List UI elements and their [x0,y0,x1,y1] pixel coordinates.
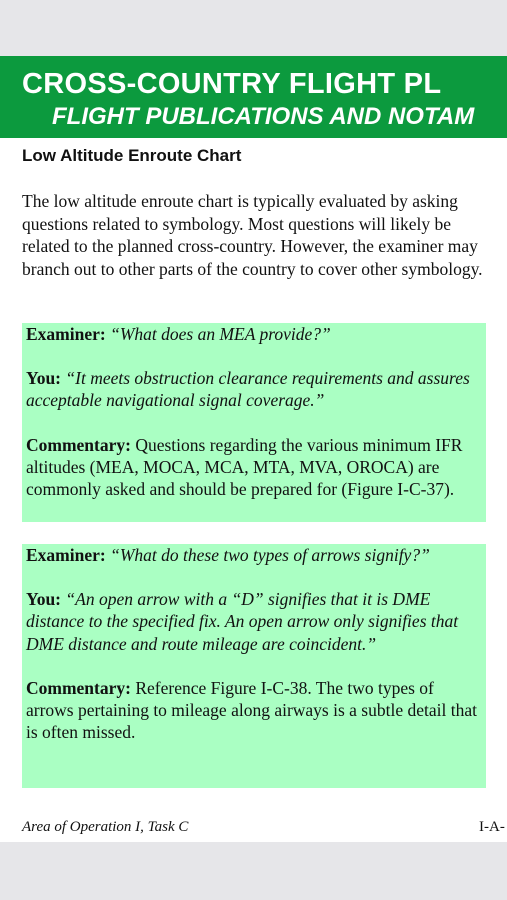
you-line [26,367,480,411]
examiner-question: “What does an MEA provide?” [110,324,331,344]
commentary-label: Commentary: [26,434,131,455]
qa-box-mea [22,323,486,522]
examiner-question: “What do these two types of arrows signify?” [110,545,430,565]
intro-paragraph: The low altitude enroute chart is typically evaluated by asking questions related to symbology. Most questions will likely be related to the planned cross-country. However, the examiner may branch out to other parts of the country to cover other symbology. [22,191,483,279]
commentary-line [26,677,480,744]
you-answer: “It meets obstruction clearance requirements and assures acceptable navigational signal coverage.” [26,368,470,411]
commentary-label: Commentary: [26,677,131,698]
examiner-label: Examiner: [26,545,106,565]
examiner-label: Examiner: [26,324,106,344]
you-answer: “An open arrow with a “D” signifies that it is DME distance to the specified fix. An open arrow only signifies that DME distance and route mileage are coincident.” [26,589,459,654]
qa-box-arrows [22,544,486,788]
document-page [0,56,507,842]
commentary-text: Questions regarding the various minimum IFR altitudes (MEA, MOCA, MCA, MTA, MVA, OROCA) are commonly asked and should be prepared for (Figure I-C-37). [26,434,463,500]
commentary-line [26,434,480,501]
footer-page-number: I-A- [479,819,505,835]
section-heading: Low Altitude Enroute Chart [22,146,242,165]
you-label: You: [26,589,62,610]
banner-title: CROSS-COUNTRY FLIGHT PL [22,68,442,100]
examiner-line [26,544,480,566]
footer-section-label: Area of Operation I, Task C [22,819,189,835]
you-label: You: [26,368,62,389]
banner-subtitle: FLIGHT PUBLICATIONS AND NOTAM [52,103,475,130]
chapter-banner [0,56,507,138]
you-line [26,588,480,655]
examiner-line [26,323,480,345]
commentary-text: Reference Figure I-C-38. The two types of arrows pertaining to mileage along airways is a subtle detail that is often missed. [26,677,477,743]
